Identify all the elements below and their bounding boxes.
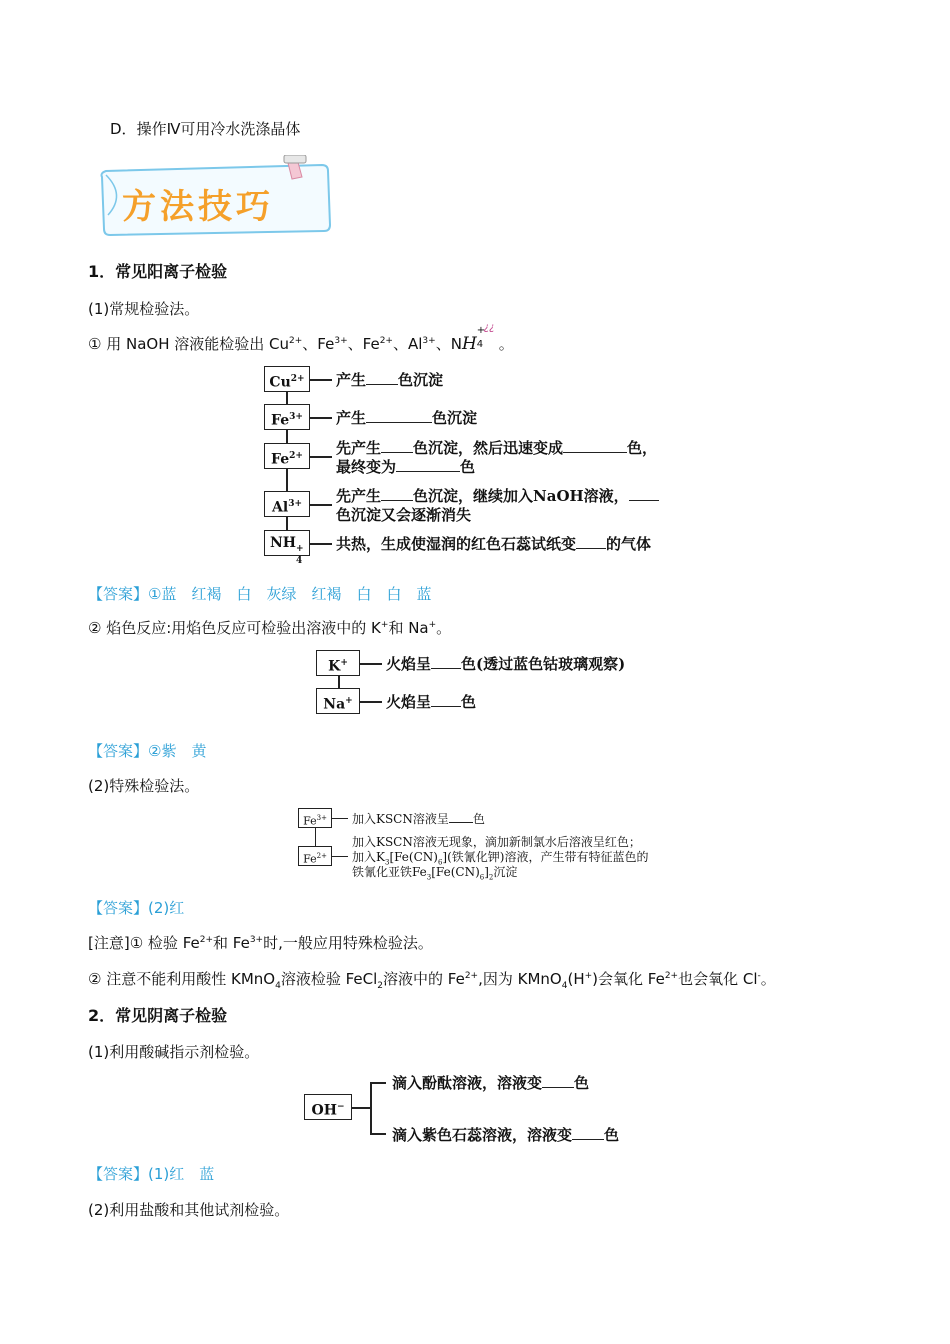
fe2-special-line1: 加入KSCN溶液无现象，滴加新制氯水后溶液呈红色； (352, 835, 641, 849)
sec1-p3: ② 焰色反应:用焰色反应可检验出溶液中的 K+和 Na+。 (88, 619, 452, 637)
k-box: K+ (316, 650, 360, 676)
fe3-result: 产生 色沉淀 (336, 409, 478, 427)
fe2-box: $Fe^{2+}$ (264, 443, 310, 469)
na-box: Na+ (316, 688, 360, 714)
phenolphthalein-result: 滴入酚酞溶液，溶液变 色 (392, 1074, 590, 1092)
special-test-diagram (298, 806, 668, 880)
al3-result-line2: 色沉淀又会逐渐消失 (336, 506, 472, 524)
k-result: 火焰呈 色(透过蓝色钴玻璃观察) (386, 655, 626, 673)
anion-indicator-diagram (304, 1068, 664, 1152)
section2-heading: 2．常见阴离子检验 (88, 1006, 228, 1025)
answer-1: 【答案】①蓝 红褐 白 灰绿 红褐 白 白 蓝 (88, 585, 432, 603)
nh4-result: 共热，生成使湿润的红色石蕊试纸变 的气体 (336, 535, 652, 553)
sec2-p2: (2)利用盐酸和其他试剂检验。 (88, 1201, 290, 1219)
sec1-p4: (2)特殊检验法。 (88, 777, 200, 795)
al3-box: $Al^{3+}$ (264, 491, 310, 517)
oh-box: OH− (304, 1094, 352, 1120)
fe2-special-line3: 铁氰化亚铁$Fe_3[Fe(CN)_6]_2$沉淀 (352, 865, 518, 882)
na-result: 火焰呈 色 (386, 693, 477, 711)
al3-result-line1: 先产生 色沉淀，继续加入NaOH溶液， (336, 485, 659, 506)
method-banner (96, 155, 334, 237)
fe2-result-line2: 最终变为 色 (336, 458, 476, 476)
option-d: D．操作Ⅳ可用冷水洗涤晶体 (110, 120, 301, 138)
note-2: ② 注意不能利用酸性 KMnO$_4$溶液检验 FeCl$_2$溶液中的 $Fe^{2+}$,因为 KMnO$_4$(H+)会氧化 $Fe^{2+}$也会氧化 Cl-。 (88, 970, 776, 991)
note-1: [注意]① 检验 $Fe^{2+}$和 $Fe^{3+}$时,一般应用特殊检验法。 (88, 934, 433, 952)
flame-test-diagram (316, 648, 656, 718)
answer-3: 【答案】(2)红 (88, 899, 185, 917)
answer-4: 【答案】(1)红 蓝 (88, 1165, 215, 1183)
section1-heading: 1．常见阳离子检验 (88, 262, 228, 281)
fe3-box: $Fe^{3+}$ (264, 404, 310, 430)
litmus-result: 滴入紫色石蕊溶液，溶液变 色 (392, 1126, 620, 1144)
fe3-special-result: 加入KSCN溶液呈 色 (352, 812, 485, 826)
sec2-p1: (1)利用酸碱指示剂检验。 (88, 1043, 260, 1061)
fe2-result-line1: 先产生 色沉淀，然后迅速变成 色， (336, 439, 658, 457)
cu-box: $Cu^{2+}$ (264, 366, 310, 392)
cu-result: 产生 色沉淀 (336, 371, 444, 389)
fe3-special-box: $Fe^{3+}$ (298, 808, 332, 828)
sec1-p2: ① 用 NaOH 溶液能检验出 $Cu^{2+}$、$Fe^{3+}$、$Fe^{2+}$、$Al^{3+}$、NH + ¿¿ 4 。 (88, 322, 514, 354)
cation-naoh-diagram (264, 364, 694, 566)
answer-2: 【答案】②紫 黄 (88, 742, 207, 760)
nh4-box: NH + 4 (264, 530, 310, 556)
banner-title: 方法技巧 (122, 187, 274, 227)
fe2-special-line2: 加入$K_3[Fe(CN)_6]$(铁氰化钾)溶液，产生带有特征蓝色的 (352, 850, 649, 867)
fe2-special-box: $Fe^{2+}$ (298, 846, 332, 866)
sec1-p1: (1)常规检验法。 (88, 300, 200, 318)
